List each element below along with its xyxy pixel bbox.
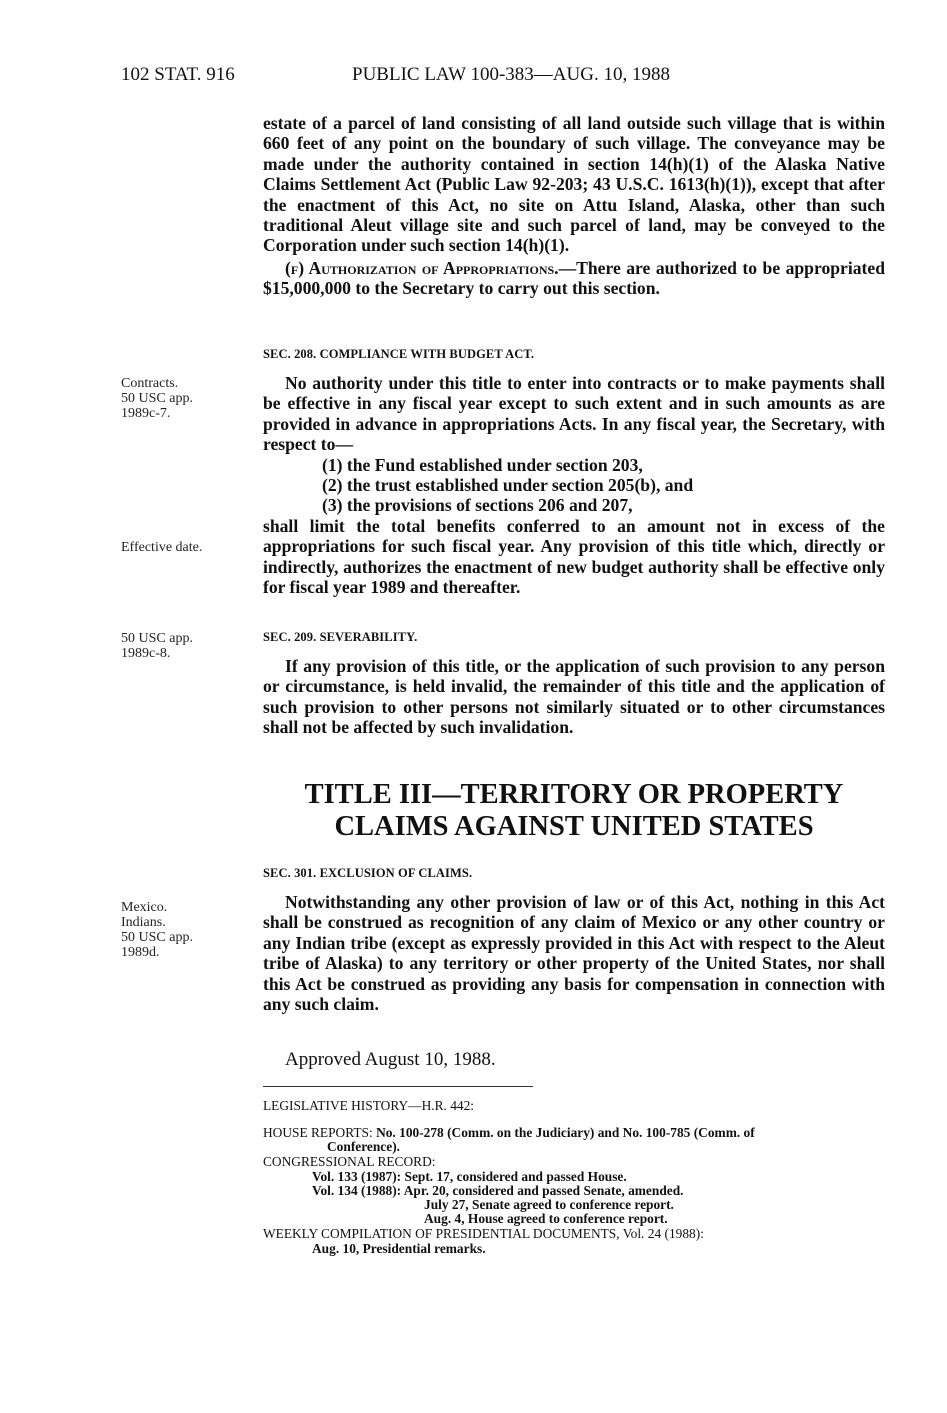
title-heading-line-1: TITLE III—TERRITORY OR PROPERTY [304, 779, 844, 810]
subsection-f [263, 258, 885, 299]
section-209-text: If any provision of this title, or the application of such provision to any person or circumstance, is held invalid, the remainder of this title and the application of such provision to other persons not similarly situated or to other circumstances shall not be affected by such invalidation. [263, 656, 885, 738]
running-header: PUBLIC LAW 100-383—AUG. 10, 1988 [352, 64, 670, 85]
continuation-block [263, 113, 885, 299]
section-209-heading: SEC. 209. SEVERABILITY. [263, 630, 418, 644]
subsection-f-text: —There are authorized to be appropriated $15,000,000 to the Secretary to carry out this section. [263, 257, 885, 299]
subsection-f-label: (f) Authorization of Appropriations. [285, 257, 559, 278]
house-reports [263, 1126, 893, 1140]
weekly-compilation: WEEKLY COMPILATION OF PRESIDENTIAL DOCUMENTS, Vol. 24 (1988): [263, 1226, 704, 1241]
sidenote-line: 1989c-7. [121, 406, 171, 421]
presidential-remarks: Aug. 10, Presidential remarks. [312, 1241, 486, 1256]
record-vol-134: Vol. 134 (1988): Apr. 20, considered and passed Senate, amended. [312, 1183, 684, 1198]
record-aug-4: Aug. 4, House agreed to conference report. [424, 1211, 668, 1226]
sidenote-line: Indians. [121, 915, 166, 930]
house-reports-continuation: Conference). [327, 1139, 401, 1154]
congressional-record-label: CONGRESSIONAL RECORD: [263, 1154, 436, 1169]
sidenote-line: Effective date. [121, 540, 203, 555]
section-208-heading: SEC. 208. COMPLIANCE WITH BUDGET ACT. [263, 347, 535, 361]
sidenote-mexico [121, 900, 193, 960]
section-208-item: (2) the trust established under section 205(b), and [322, 475, 694, 496]
section-208-item: (3) the provisions of sections 206 and 207, [322, 495, 633, 516]
approved-date: Approved August 10, 1988. [285, 1049, 496, 1070]
divider [263, 1086, 533, 1087]
continuation-paragraph: estate of a parcel of land consisting of all land outside such village that is within 660 feet of any point on the boundary of such village. The conveyance may be made under the authority contained in section 14(h)(1) of the Alaska Native Claims Settlement Act (Public Law 92-203; 43 U.S.C. 1613(h)(1)), except that after the enactment of this Act, no site on Attu Island, Alaska, other than such traditional Aleut village site and such parcel of land, may be conveyed to the Corporation under such section 14(h)(1). [263, 113, 885, 256]
sidenote-effective-date [121, 540, 202, 555]
sidenote-line: 50 USC app. [121, 930, 193, 945]
section-208-closing: shall limit the total benefits conferred to an amount not in excess of the appropriations for such fiscal year. Any provision of this title which, directly or indirectly, authorizes the enactment of new budget authority shall be effective only for fiscal year 1989 and thereafter. [263, 515, 885, 598]
section-301-heading: SEC. 301. EXCLUSION OF CLAIMS. [263, 866, 473, 880]
house-reports-label: HOUSE REPORTS: [263, 1125, 373, 1140]
legislative-history-title: LEGISLATIVE HISTORY—H.R. 442: [263, 1098, 475, 1113]
house-reports-text: No. 100-278 (Comm. on the Judiciary) and No. 100-785 (Comm. of [376, 1125, 755, 1140]
section-209 [263, 630, 885, 738]
section-208 [263, 347, 885, 597]
title-heading-line-2: CLAIMS AGAINST UNITED STATES [334, 811, 814, 842]
sidenote-line: Contracts. [121, 376, 179, 391]
section-301 [263, 866, 885, 1014]
record-july-27: July 27, Senate agreed to conference report. [424, 1197, 674, 1212]
sidenote-severability [121, 631, 193, 661]
sidenote-line: Mexico. [121, 900, 168, 915]
record-vol-133: Vol. 133 (1987): Sept. 17, considered and passed House. [312, 1169, 627, 1184]
sidenote-line: 1989c-8. [121, 646, 171, 661]
section-208-intro: No authority under this title to enter into contracts or to make payments shall be effective in any fiscal year except to such extent and in such amounts as are provided in advance in appropriations Acts. In any fiscal year, the Secretary, with respect to— [263, 373, 885, 455]
section-301-text: Notwithstanding any other provision of law or of this Act, nothing in this Act shall be construed as recognition of any claim of Mexico or any other country or any Indian tribe (except as expressly provided in this Act with respect to the Aleut tribe of Alaska) to any territory or other property of the United States, nor shall this Act be construed as providing any basis for compensation in connection with any such claim. [263, 892, 885, 1015]
section-208-item: (1) the Fund established under section 203, [322, 454, 643, 475]
stat-page-number: 102 STAT. 916 [121, 64, 235, 85]
sidenote-contracts [121, 376, 193, 421]
sidenote-line: 1989d. [121, 945, 160, 960]
sidenote-line: 50 USC app. [121, 391, 193, 406]
sidenote-line: 50 USC app. [121, 631, 193, 646]
